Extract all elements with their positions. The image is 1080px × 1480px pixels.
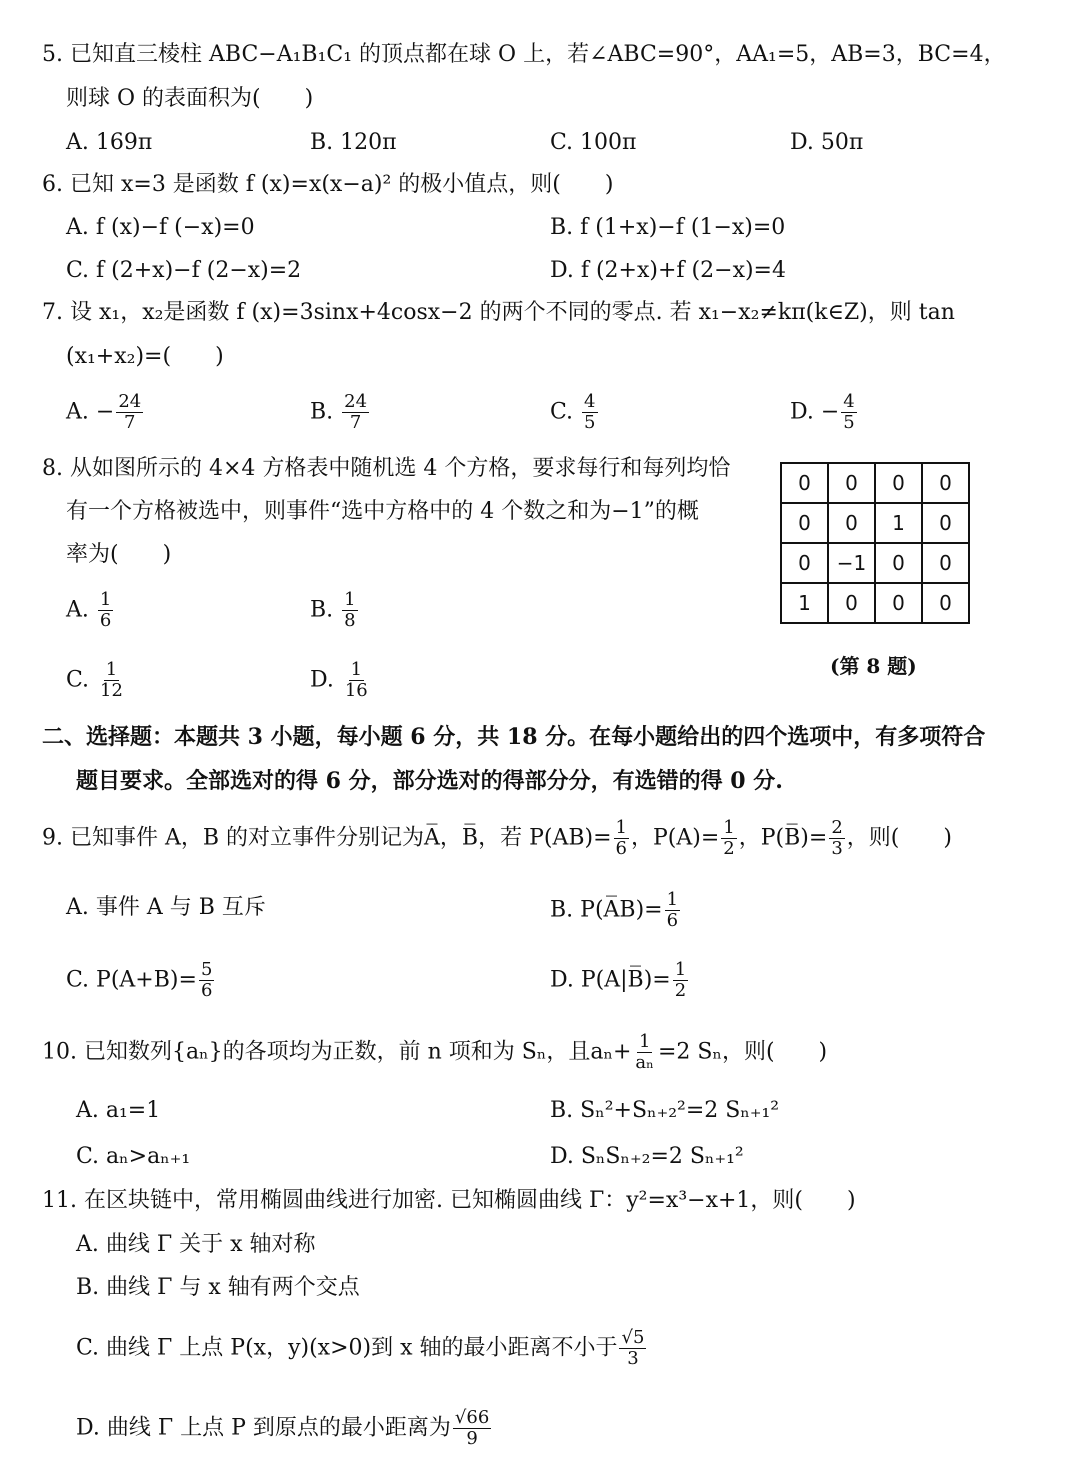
grid-cell: 1	[781, 583, 828, 623]
q7-stem-line2: (x₁+x₂)=( )	[66, 344, 224, 369]
q8-stem-line3: 率为( )	[66, 542, 172, 567]
q6-option-d: D. f (2+x)+f (2−x)=4	[550, 258, 786, 283]
q8-option-d: D. $\frac{1}{16}$	[310, 659, 368, 701]
q7-option-a: A. − $\frac{24}{7}$	[66, 391, 142, 433]
q5-option-c: C. 100π	[550, 130, 637, 155]
grid-cell: 0	[828, 503, 875, 543]
grid-cell: 0	[828, 463, 875, 503]
q5-option-d: D. 50π	[790, 130, 864, 155]
grid-cell: −1	[828, 543, 875, 583]
grid-cell: 0	[922, 463, 969, 503]
fraction: $\frac{24}{7}$	[344, 391, 368, 433]
fraction: $\frac{√5}{3}$	[621, 1327, 645, 1369]
section2-header-line1: 二、选择题：本题共 3 小题，每小题 6 分，共 18 分。在每小题给出的四个选项中，有多项符合	[42, 724, 986, 750]
q5-option-b: B. 120π	[310, 130, 397, 155]
fraction: $\frac{1}{6}$	[99, 589, 112, 631]
fraction: $\frac{1}{6}$	[666, 889, 679, 931]
grid-cell: 0	[875, 463, 922, 503]
q10-option-c: C. aₙ>aₙ₊₁	[76, 1144, 191, 1169]
grid-cell: 0	[922, 543, 969, 583]
q9-stem: 9. 已知事件 A，B 的对立事件分别记为A̅，B̅，若 P(AB)= $\frac{1}{6}$ ，P(A)= $\frac{1}{2}$ ，P(B̅)= $\frac{2}{3}$ ，则( )	[42, 817, 952, 859]
fraction: $\frac{1}{12}$	[100, 659, 123, 701]
grid-cell: 0	[828, 583, 875, 623]
grid-cell: 0	[875, 543, 922, 583]
grid-cell: 0	[781, 463, 828, 503]
fraction: $\frac{2}{3}$	[831, 817, 843, 859]
fraction: $\frac{1}{6}$	[615, 817, 627, 859]
q8-option-b: B. $\frac{1}{8}$	[310, 589, 356, 631]
q9-option-b: B. P(A̅B)= $\frac{1}{6}$	[550, 889, 679, 931]
q8-figure-caption: (第 8 题)	[830, 654, 917, 678]
grid-cell: 0	[875, 583, 922, 623]
fraction: $\frac{√66}{9}$	[454, 1407, 490, 1449]
q8-option-c: C. $\frac{1}{12}$	[66, 659, 123, 701]
q11-stem: 11. 在区块链中，常用椭圆曲线进行加密. 已知椭圆曲线 Γ：y²=x³−x+1，则( )	[42, 1188, 856, 1213]
q9-option-d: D. P(A|B̅)= $\frac{1}{2}$	[550, 959, 687, 1001]
fraction: $\frac{5}{6}$	[200, 959, 213, 1001]
fraction: $\frac{4}{5}$	[843, 391, 855, 433]
q6-stem: 6. 已知 x=3 是函数 f (x)=x(x−a)² 的极小值点，则( )	[42, 172, 614, 197]
q7-stem-line1: 7. 设 x₁，x₂是函数 f (x)=3sinx+4cosx−2 的两个不同的零点. 若 x₁−x₂≠kπ(k∈Z)，则 tan	[42, 300, 955, 325]
q10-option-d: D. SₙSₙ₊₂=2 Sₙ₊₁²	[550, 1144, 744, 1169]
q7-option-c: C. $\frac{4}{5}$	[550, 391, 596, 433]
q6-option-c: C. f (2+x)−f (2−x)=2	[66, 258, 302, 283]
q11-option-a: A. 曲线 Γ 关于 x 轴对称	[76, 1232, 316, 1257]
q10-stem: 10. 已知数列{aₙ}的各项均为正数，前 n 项和为 Sₙ，且aₙ+ $\frac{1}{\text{aₙ}}$ =2 Sₙ，则( )	[42, 1031, 828, 1073]
grid-cell: 0	[922, 503, 969, 543]
q7-option-d: D. − $\frac{4}{5}$	[790, 391, 855, 433]
fraction: $\frac{1}{8}$	[344, 589, 356, 631]
q5-stem-line1: 5. 已知直三棱柱 ABC−A₁B₁C₁ 的顶点都在球 O 上，若∠ABC=90°，AA₁=5，AB=3，BC=4，	[42, 42, 1006, 67]
q7-option-b: B. $\frac{24}{7}$	[310, 391, 368, 433]
q9-option-a: A. 事件 A 与 B 互斥	[66, 895, 266, 920]
fraction: $\frac{1}{16}$	[344, 659, 368, 701]
fraction: $\frac{1}{2}$	[674, 959, 687, 1001]
q10-option-a: A. a₁=1	[76, 1098, 161, 1123]
q8-option-a: A. $\frac{1}{6}$	[66, 589, 112, 631]
q5-option-a: A. 169π	[66, 130, 153, 155]
q8-stem-line1: 8. 从如图所示的 4×4 方格表中随机选 4 个方格，要求每行和每列均恰	[42, 456, 731, 481]
q8-grid-table	[780, 462, 970, 624]
grid-cell: 1	[875, 503, 922, 543]
q10-option-b: B. Sₙ²+Sₙ₊₂²=2 Sₙ₊₁²	[550, 1098, 780, 1123]
q11-option-b: B. 曲线 Γ 与 x 轴有两个交点	[76, 1275, 360, 1300]
grid-cell: 0	[781, 543, 828, 583]
q6-option-b: B. f (1+x)−f (1−x)=0	[550, 215, 786, 240]
q5-stem-line2: 则球 O 的表面积为( )	[66, 86, 314, 111]
section2-header-line2: 题目要求。全部选对的得 6 分，部分选对的得部分分，有选错的得 0 分.	[76, 768, 783, 794]
grid-cell: 0	[922, 583, 969, 623]
fraction: $\frac{24}{7}$	[118, 391, 142, 433]
q11-option-d: D. 曲线 Γ 上点 P 到原点的最小距离为 $\frac{√66}{9}$	[76, 1407, 490, 1449]
fraction: $\frac{4}{5}$	[584, 391, 596, 433]
q8-stem-line2: 有一个方格被选中，则事件“选中方格中的 4 个数之和为−1”的概	[66, 499, 699, 524]
q6-option-a: A. f (x)−f (−x)=0	[66, 215, 255, 240]
grid-cell: 0	[781, 503, 828, 543]
fraction: $\frac{1}{\text{aₙ}}$	[635, 1031, 654, 1073]
fraction: $\frac{1}{2}$	[723, 817, 735, 859]
q11-option-c: C. 曲线 Γ 上点 P(x，y)(x>0)到 x 轴的最小距离不小于 $\frac{√5}{3}$	[76, 1327, 645, 1369]
q9-option-c: C. P(A+B)= $\frac{5}{6}$	[66, 959, 213, 1001]
